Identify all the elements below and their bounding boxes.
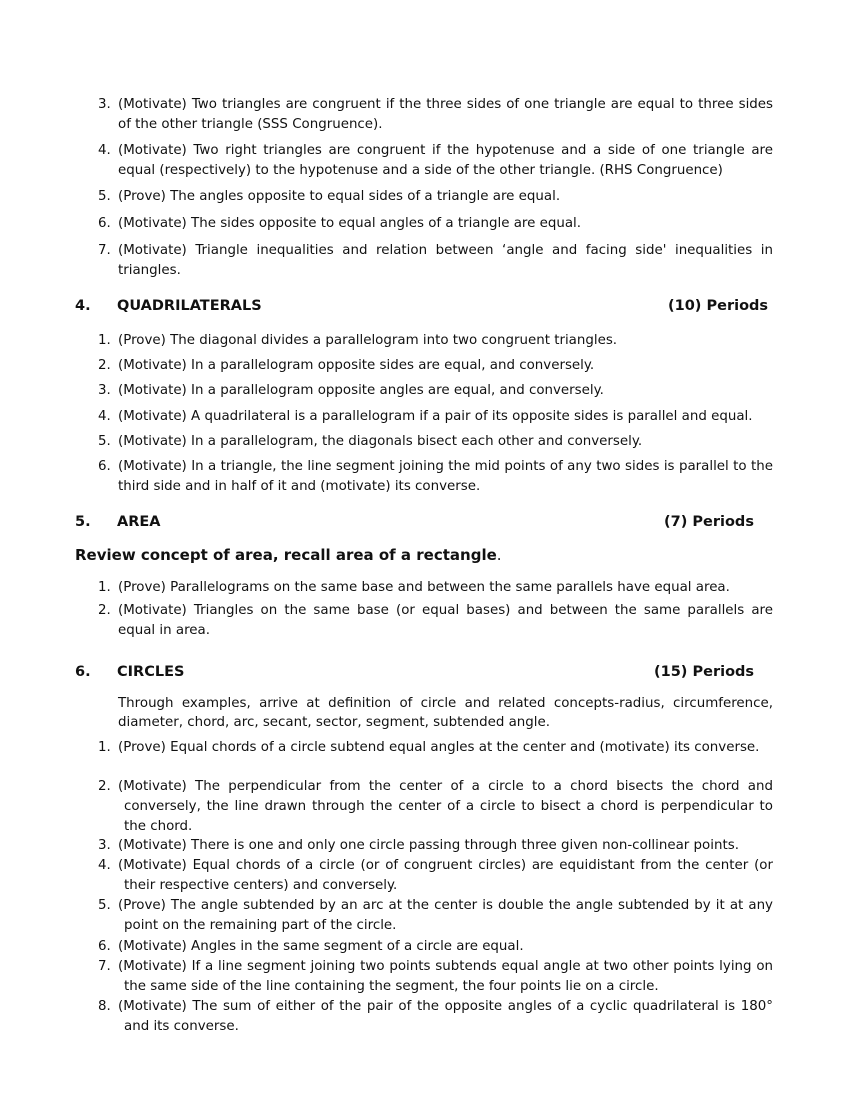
item-number: 5.: [98, 189, 111, 204]
list-item: [98, 356, 773, 376]
item-number: 7.: [98, 959, 111, 974]
circles-intro: Through examples, arrive at definition of circle and related concepts-radius, circumference, diameter, chord, arc, secant, sector, segment, subtended angle.: [118, 696, 773, 730]
section-title: CIRCLES: [117, 664, 185, 680]
list-item: [98, 141, 773, 181]
item-text: (Motivate) A quadrilateral is a parallelogram if a pair of its opposite sides is parallel and equal.: [118, 409, 753, 424]
item-text: (Motivate) Two triangles are congruent if the three sides of one triangle are equal to three sides of the other triangle (SSS Congruence).: [118, 97, 773, 132]
item-number: 2.: [98, 603, 111, 618]
item-number: 2.: [98, 358, 111, 373]
item-text: (Motivate) In a parallelogram opposite angles are equal, and conversely.: [118, 383, 604, 398]
item-text: (Motivate) The sides opposite to equal angles of a triangle are equal.: [118, 216, 582, 231]
item-text: (Motivate) If a line segment joining two points subtends equal angle at two other points lying on the same side of the line containing the segment, the four points lie on a circle.: [118, 959, 773, 994]
item-number: 1.: [98, 740, 111, 755]
item-number: 7.: [98, 243, 111, 258]
item-text: (Motivate) In a parallelogram, the diagonals bisect each other and conversely.: [118, 434, 643, 449]
section-periods: (10) Periods: [668, 298, 769, 314]
item-number: 4.: [98, 858, 111, 873]
item-number: 4.: [98, 143, 111, 158]
item-text: (Motivate) There is one and only one circle passing through three given non-collinear points.: [118, 838, 739, 853]
item-text: (Prove) The angles opposite to equal sides of a triangle are equal.: [118, 189, 561, 204]
item-number: 5.: [98, 434, 111, 449]
list-item: [98, 214, 773, 234]
area-review-note: Review concept of area, recall area of a rectangle.: [75, 546, 502, 564]
section-title: AREA: [117, 514, 161, 530]
list-item: [98, 95, 773, 135]
item-text: (Motivate) Triangles on the same base (or equal bases) and between the same parallels are equal in area.: [118, 603, 773, 638]
list-item: [98, 457, 773, 497]
item-number: 6.: [98, 459, 111, 474]
section-number: 6.: [75, 664, 91, 680]
section-title: QUADRILATERALS: [117, 298, 262, 314]
item-text: (Motivate) Angles in the same segment of a circle are equal.: [118, 939, 524, 954]
item-number: 3.: [98, 838, 111, 853]
item-text: (Prove) Parallelograms on the same base and between the same parallels have equal area.: [118, 580, 730, 595]
list-item: [98, 856, 773, 896]
list-item: [98, 407, 773, 427]
item-text: (Prove) The diagonal divides a parallelogram into two congruent triangles.: [118, 333, 618, 348]
item-number: 3.: [98, 97, 111, 112]
list-item: [98, 187, 773, 207]
item-number: 6.: [98, 216, 111, 231]
item-number: 1.: [98, 333, 111, 348]
list-item: [98, 997, 773, 1037]
item-text: (Motivate) The perpendicular from the center of a circle to a chord bisects the chord and conversely, the line drawn through the center of a circle to bisect a chord is perpendicular to the chord.: [118, 779, 773, 834]
list-item: [98, 578, 773, 598]
list-item: [98, 381, 773, 401]
list-item: [98, 601, 773, 641]
item-number: 6.: [98, 939, 111, 954]
item-number: 8.: [98, 999, 111, 1014]
list-item: [98, 836, 773, 855]
section-number: 4.: [75, 298, 91, 314]
list-item: [98, 957, 773, 997]
item-number: 3.: [98, 383, 111, 398]
list-item: [98, 738, 773, 757]
item-number: 5.: [98, 898, 111, 913]
list-item: [98, 896, 773, 936]
item-text: (Motivate) Triangle inequalities and relation between ‘angle and facing side' inequalities in triangles.: [118, 243, 773, 278]
item-text: (Motivate) The sum of either of the pair of the opposite angles of a cyclic quadrilateral is 180° and its converse.: [118, 999, 773, 1034]
item-number: 4.: [98, 409, 111, 424]
item-text: (Motivate) Equal chords of a circle (or of congruent circles) are equidistant from the center (or their respective centers) and conversely.: [118, 858, 773, 893]
item-text: (Motivate) In a parallelogram opposite sides are equal, and conversely.: [118, 358, 595, 373]
section-number: 5.: [75, 514, 91, 530]
item-text: (Prove) The angle subtended by an arc at the center is double the angle subtended by it at any point on the remaining part of the circle.: [118, 898, 773, 933]
item-text: (Motivate) Two right triangles are congruent if the hypotenuse and a side of one triangle are equal (respectively) to the hypotenuse and a side of the other triangle. (RHS Congruence): [118, 143, 773, 178]
list-item: [98, 432, 773, 452]
section-periods: (15) Periods: [654, 664, 755, 680]
item-number: 2.: [98, 779, 111, 794]
item-text: (Motivate) In a triangle, the line segment joining the mid points of any two sides is parallel to the third side and in half of it and (motivate) its converse.: [118, 459, 773, 494]
list-item: [98, 777, 773, 837]
list-item: [98, 241, 773, 281]
list-item: [98, 937, 773, 956]
list-item: [98, 331, 773, 351]
item-number: 1.: [98, 580, 111, 595]
section-periods: (7) Periods: [664, 514, 754, 530]
item-text: (Prove) Equal chords of a circle subtend equal angles at the center and (motivate) its converse.: [118, 740, 760, 755]
